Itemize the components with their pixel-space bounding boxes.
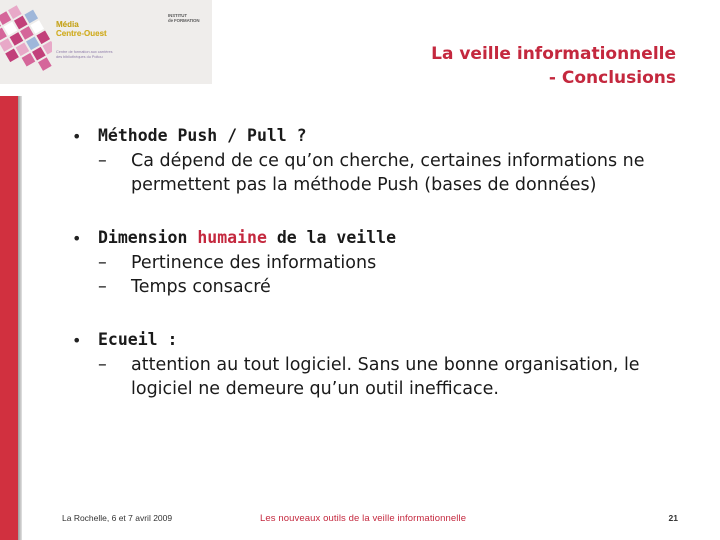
logo-subtitle bbox=[56, 50, 172, 60]
left-accent-bar-shadow bbox=[18, 96, 22, 540]
bullet-item bbox=[68, 123, 688, 197]
logo-block bbox=[0, 0, 212, 84]
footer-date-location: La Rochelle, 6 et 7 avril 2009 bbox=[62, 513, 173, 523]
logo-subtitle-line2: des bibliothèques du Poitou bbox=[56, 55, 103, 59]
sub-bullet-item bbox=[98, 353, 688, 401]
partner-logo-line1: INSTITUT bbox=[168, 13, 187, 18]
logo-title bbox=[56, 20, 126, 38]
slide-title-line2: - Conclusions bbox=[548, 68, 676, 88]
dash-icon: – bbox=[98, 151, 107, 171]
bullet-heading-accent: humaine bbox=[197, 228, 267, 247]
bullet-heading: Méthode Push / Pull ? bbox=[98, 126, 307, 145]
partner-logo-line2: de FORMATION bbox=[168, 18, 200, 23]
logo-mosaic-icon bbox=[0, 0, 52, 80]
bullet-dot-icon: • bbox=[72, 331, 82, 350]
logo-title-line1: Média bbox=[56, 20, 79, 29]
bullet-item bbox=[68, 225, 688, 299]
slide-title bbox=[431, 42, 676, 90]
bullet-heading bbox=[98, 225, 688, 251]
sub-bullet-text: Temps consacré bbox=[131, 277, 271, 297]
logo-title-line2: Centre-Ouest bbox=[56, 29, 107, 38]
sub-bullet-text: Pertinence des informations bbox=[131, 253, 377, 273]
sub-bullet-text: Ca dépend de ce qu’on cherche, certaines informations ne permettent pas la méthode Push (bases de données) bbox=[131, 151, 645, 195]
sub-bullet-item bbox=[98, 149, 688, 197]
bullet-heading-part: de la veille bbox=[266, 228, 397, 247]
dash-icon: – bbox=[98, 277, 107, 297]
dash-icon: – bbox=[98, 253, 107, 273]
page-number: 21 bbox=[668, 513, 678, 523]
bullet-heading-part: Dimension bbox=[98, 228, 198, 247]
footer-presentation-title: Les nouveaux outils de la veille informationnelle bbox=[260, 513, 467, 524]
slide-title-line1: La veille informationnelle bbox=[431, 44, 676, 64]
sub-bullet-text: attention au tout logiciel. Sans une bonne organisation, le logiciel ne demeure qu’un outil inefficace. bbox=[131, 355, 640, 399]
dash-icon: – bbox=[98, 355, 107, 375]
sub-bullet-item bbox=[98, 251, 688, 275]
sub-bullet-item bbox=[98, 275, 688, 299]
bullet-heading: Ecueil : bbox=[98, 330, 178, 349]
bullet-dot-icon: • bbox=[72, 229, 82, 248]
slide-body bbox=[68, 123, 688, 429]
bullet-dot-icon: • bbox=[72, 127, 82, 146]
bullet-item bbox=[68, 327, 688, 401]
left-accent-bar bbox=[0, 96, 18, 540]
partner-logo bbox=[168, 13, 208, 23]
logo-subtitle-line1: Centre de formation aux carrières bbox=[56, 50, 113, 54]
